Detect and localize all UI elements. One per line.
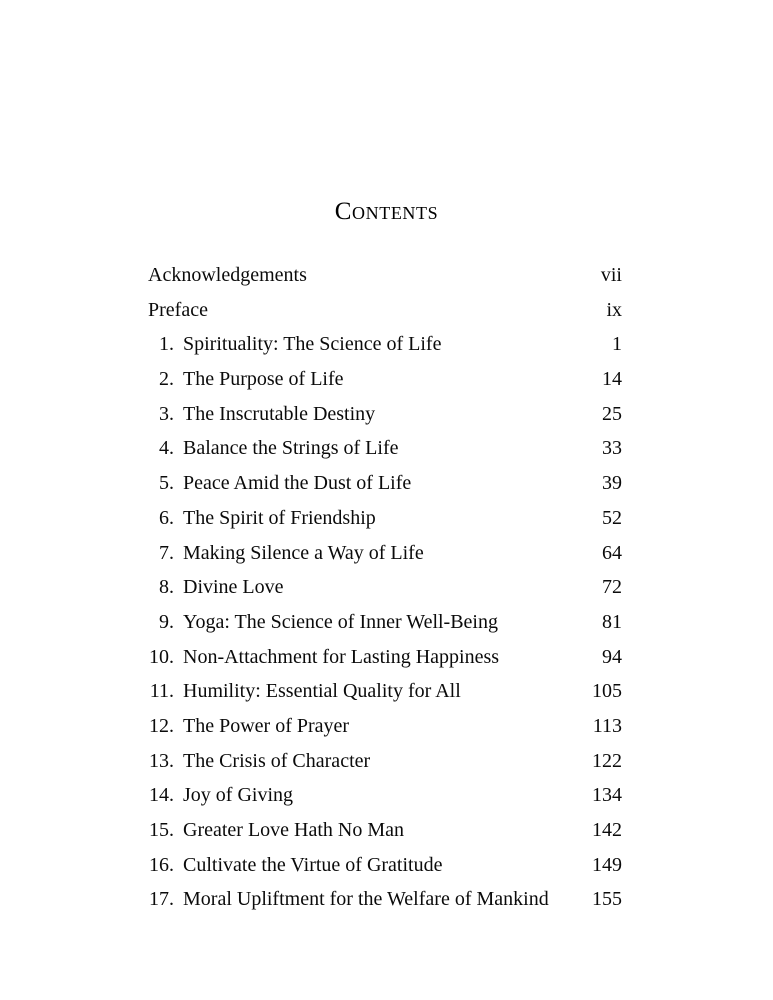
toc-front-matter-row[interactable] xyxy=(148,293,622,328)
toc-entry-number: 1. xyxy=(159,333,174,356)
toc-entry-page-number: 81 xyxy=(602,610,622,633)
toc-entry-page-number: 1 xyxy=(612,333,622,356)
toc-entry-number: 6. xyxy=(159,506,174,529)
toc-entry-label: Non-Attachment for Lasting Happiness xyxy=(183,645,500,668)
toc-chapter-row[interactable] xyxy=(148,536,622,571)
toc-entry-page-number: vii xyxy=(600,264,622,286)
toc-entry-label: Cultivate the Virtue of Gratitude xyxy=(183,853,443,876)
toc-entry-label: The Crisis of Character xyxy=(183,749,371,772)
toc-entry-page-number: 113 xyxy=(592,714,622,737)
toc-entry-page-number: 64 xyxy=(602,541,622,564)
table-of-contents-list xyxy=(148,258,622,917)
toc-entry-number: 10. xyxy=(149,645,174,668)
toc-entry-label: Moral Upliftment for the Welfare of Mankind xyxy=(183,888,549,911)
toc-entry-number: 16. xyxy=(149,853,174,876)
toc-chapter-row[interactable] xyxy=(148,605,622,640)
toc-entry-page-number: 105 xyxy=(592,680,622,703)
toc-entry-page-number: 14 xyxy=(602,368,622,391)
toc-entry-label: Peace Amid the Dust of Life xyxy=(183,472,412,495)
toc-entry-number: 5. xyxy=(159,472,174,495)
toc-entry-number: 4. xyxy=(159,437,174,460)
toc-chapter-row[interactable] xyxy=(148,674,622,709)
toc-entry-label: The Purpose of Life xyxy=(183,368,344,391)
toc-entry-label: Joy of Giving xyxy=(183,784,293,807)
toc-entry-number: 15. xyxy=(149,819,174,841)
toc-entry-number: 7. xyxy=(159,541,174,564)
toc-entry-page-number: 39 xyxy=(602,472,622,495)
toc-chapter-row[interactable] xyxy=(148,709,622,744)
toc-chapter-row[interactable] xyxy=(148,362,622,397)
toc-entry-number: 11. xyxy=(149,680,174,703)
toc-chapter-row[interactable] xyxy=(148,570,622,605)
toc-entry-label: Spirituality: The Science of Life xyxy=(183,333,442,356)
toc-entry-number: 2. xyxy=(159,368,174,391)
toc-entry-label: Balance the Strings of Life xyxy=(183,437,399,460)
toc-chapter-row[interactable] xyxy=(148,501,622,536)
toc-entry-page-number: 72 xyxy=(602,576,622,599)
toc-entry-number: 13. xyxy=(149,749,174,772)
toc-chapter-row[interactable] xyxy=(148,848,622,883)
toc-entry-page-number: 33 xyxy=(602,437,622,460)
toc-entry-number: 8. xyxy=(159,576,174,599)
toc-front-matter-row[interactable] xyxy=(148,258,622,293)
toc-entry-label: Yoga: The Science of Inner Well-Being xyxy=(183,610,498,633)
toc-entry-label: Making Silence a Way of Life xyxy=(183,541,424,564)
toc-entry-page-number: 25 xyxy=(602,402,622,425)
toc-entry-label: Acknowledgements xyxy=(148,264,307,286)
toc-entry-page-number: ix xyxy=(606,298,622,321)
toc-entry-number: 9. xyxy=(159,610,174,633)
toc-chapter-row[interactable] xyxy=(148,778,622,813)
toc-entry-page-number: 142 xyxy=(592,819,622,841)
toc-entry-label: The Spirit of Friendship xyxy=(183,506,376,529)
toc-entry-number: 3. xyxy=(159,402,174,425)
toc-chapter-row[interactable] xyxy=(148,466,622,501)
toc-chapter-row[interactable] xyxy=(148,397,622,432)
toc-entry-page-number: 94 xyxy=(602,645,622,668)
toc-entry-number: 12. xyxy=(149,714,174,737)
toc-entry-number: 14. xyxy=(149,784,174,807)
toc-entry-number: 17. xyxy=(149,888,174,911)
toc-chapter-row[interactable] xyxy=(148,327,622,362)
toc-chapter-row[interactable] xyxy=(148,882,622,917)
toc-entry-page-number: 122 xyxy=(592,749,622,772)
toc-chapter-row[interactable] xyxy=(148,744,622,779)
toc-entry-label: Humility: Essential Quality for All xyxy=(183,680,461,703)
toc-chapter-row[interactable] xyxy=(148,640,622,675)
toc-entry-label: The Inscrutable Destiny xyxy=(183,402,376,425)
toc-entry-label: Divine Love xyxy=(183,576,284,599)
toc-chapter-row[interactable] xyxy=(148,813,622,848)
toc-entry-page-number: 149 xyxy=(592,853,622,876)
toc-entry-page-number: 134 xyxy=(592,784,622,807)
toc-chapter-row[interactable] xyxy=(148,431,622,466)
toc-entry-label: The Power of Prayer xyxy=(183,714,350,737)
toc-entry-label: Preface xyxy=(148,298,208,321)
toc-entry-page-number: 52 xyxy=(602,506,622,529)
page-title: Contents xyxy=(334,198,439,225)
toc-entry-label: Greater Love Hath No Man xyxy=(183,819,405,841)
toc-entry-page-number: 155 xyxy=(592,888,622,911)
